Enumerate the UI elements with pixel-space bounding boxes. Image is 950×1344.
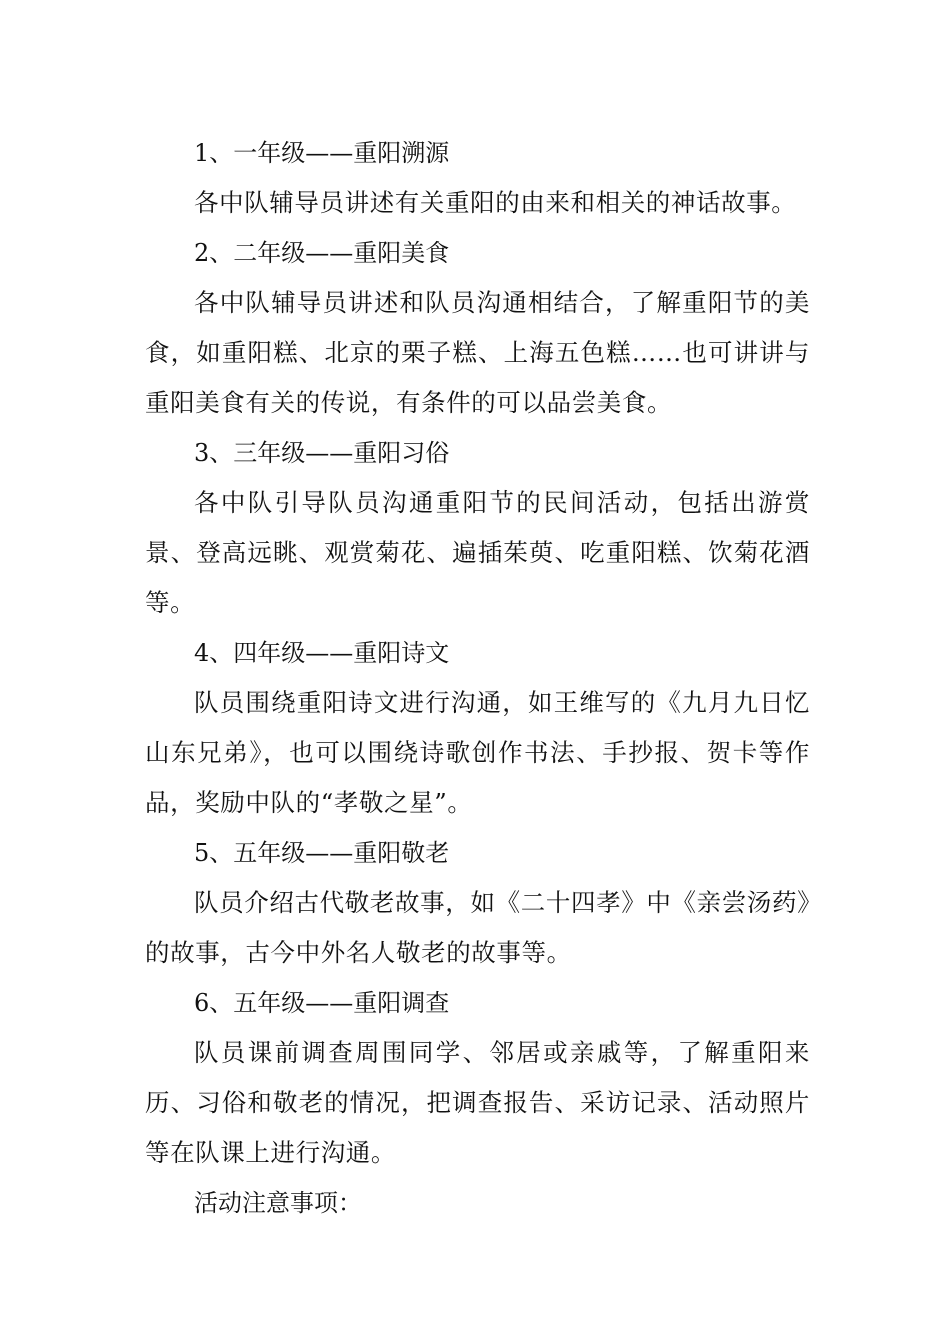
section-heading-grade-3: 3、三年级——重阳习俗 [194, 439, 450, 467]
section-heading-grade-5-respect: 5、五年级——重阳敬老 [194, 839, 450, 867]
section-heading-grade-5-survey: 6、五年级——重阳调查 [194, 989, 450, 1017]
paragraph-grade-3: 各中队引导队员沟通重阳节的民间活动，包括出游赏景、登高远眺、观赏菊花、遍插茱萸、吃重阳糕、饮菊花酒等。 [145, 488, 810, 617]
section-heading-grade-4: 4、四年级——重阳诗文 [194, 639, 450, 667]
paragraph-grade-4: 队员围绕重阳诗文进行沟通，如王维写的《九月九日忆山东兄弟》，也可以围绕诗歌创作书法、手抄报、贺卡等作品，奖励中队的“孝敬之星”。 [145, 688, 810, 817]
paragraph-grade-1: 各中队辅导员讲述有关重阳的由来和相关的神话故事。 [194, 188, 797, 217]
paragraph-grade-5-survey: 队员课前调查周围同学、邻居或亲戚等，了解重阳来历、习俗和敬老的情况，把调查报告、采访记录、活动照片等在队课上进行沟通。 [145, 1038, 810, 1167]
paragraph-grade-2: 各中队辅导员讲述和队员沟通相结合，了解重阳节的美食，如重阳糕、北京的栗子糕、上海五色糕……也可讲讲与重阳美食有关的传说，有条件的可以品尝美食。 [145, 288, 810, 417]
document-body [145, 128, 810, 1228]
section-heading-grade-2: 2、二年级——重阳美食 [194, 239, 450, 267]
paragraph-grade-5-respect: 队员介绍古代敬老故事，如《二十四孝》中《亲尝汤药》的故事，古今中外名人敬老的故事等。 [145, 888, 810, 967]
section-heading-notes: 活动注意事项： [194, 1189, 362, 1217]
section-heading-grade-1: 1、一年级——重阳溯源 [194, 139, 450, 167]
